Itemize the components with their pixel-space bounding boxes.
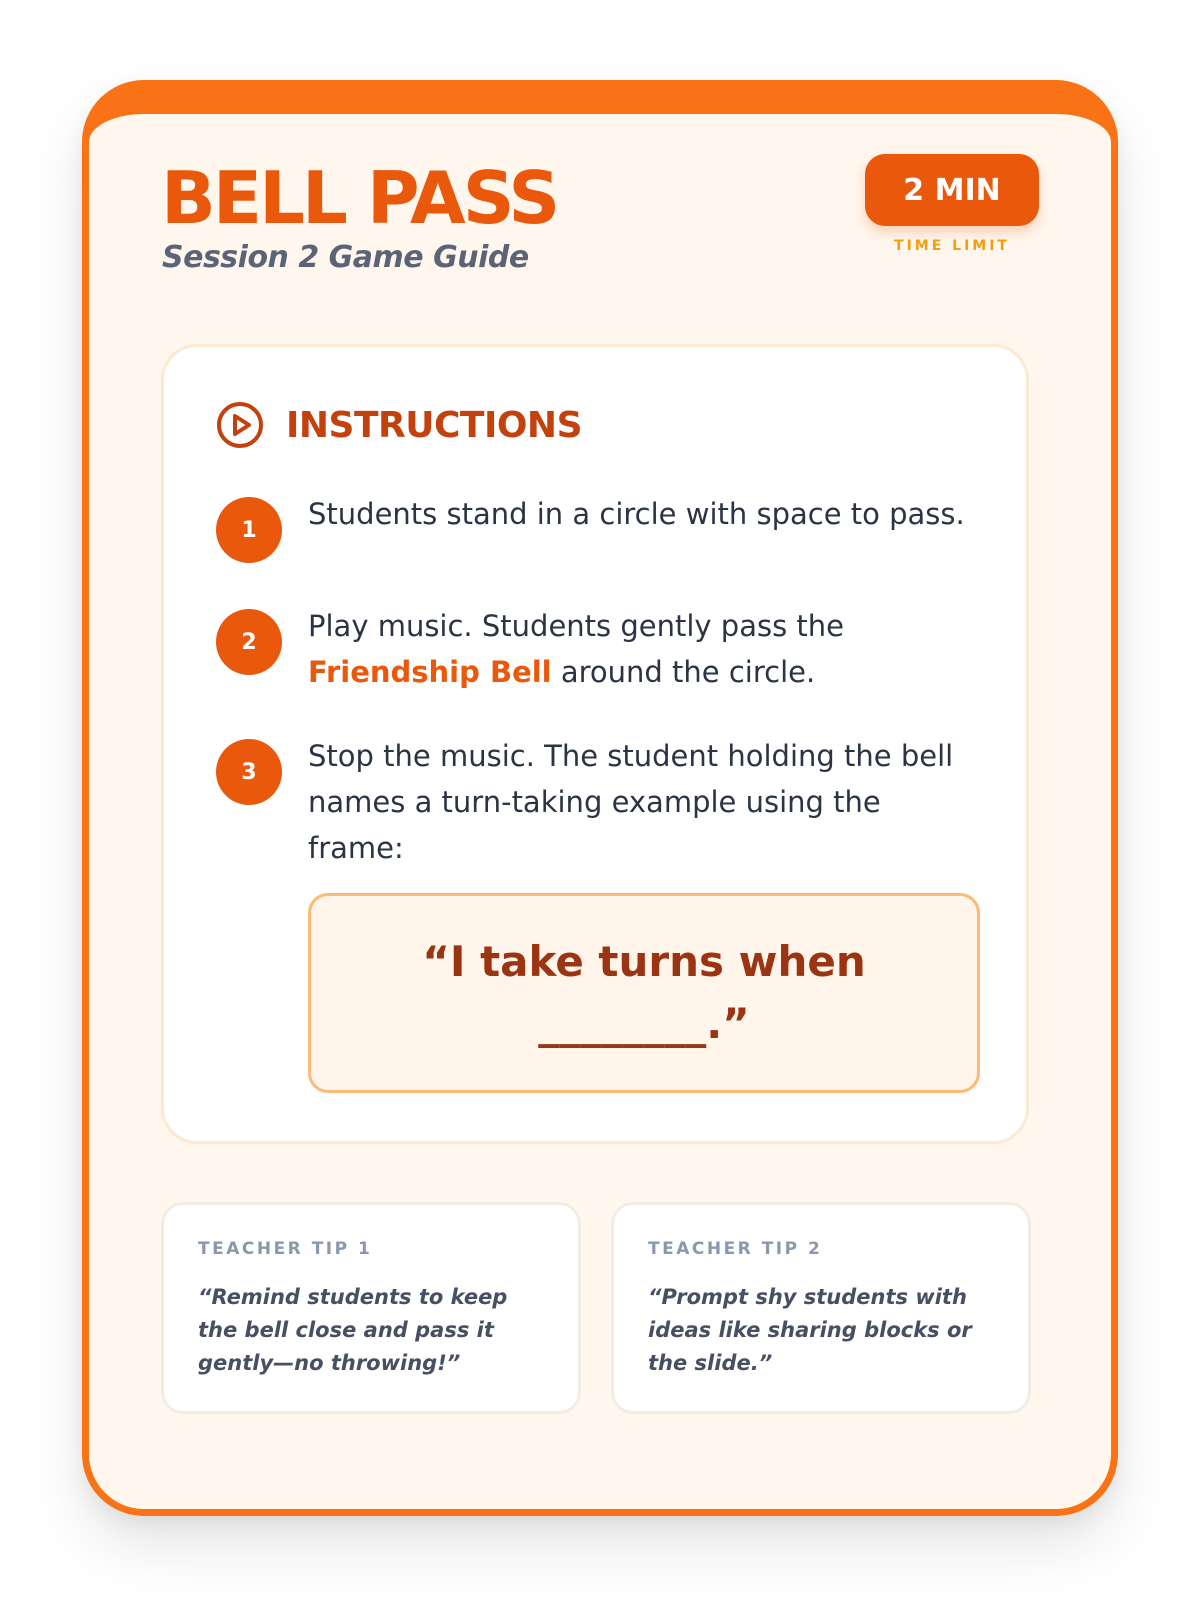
teacher-tip-label: TEACHER TIP 2: [648, 1239, 823, 1259]
time-limit-badge: 2 MIN: [865, 154, 1039, 226]
instruction-step-3: [216, 739, 978, 871]
step-text: Stop the music. The student holding the bell names a turn-taking example using the frame:: [308, 739, 954, 865]
instruction-step-1: [216, 497, 978, 563]
time-limit-caption: TIME LIMIT: [894, 238, 1010, 254]
step-text: Students stand in a circle with space to pass.: [308, 497, 965, 531]
sentence-frame-text: “I take turns when ________.”: [422, 937, 866, 1048]
instruction-step-2: [216, 609, 978, 695]
step-number-badge: 3: [216, 739, 282, 805]
step-number-badge: 1: [216, 497, 282, 563]
instructions-panel: [161, 344, 1029, 1144]
game-guide-card: [82, 80, 1118, 1516]
teacher-tip-label: TEACHER TIP 1: [198, 1239, 373, 1259]
teacher-tip-text: “Remind students to keep the bell close and pass it gently—no throwing!”: [198, 1285, 508, 1375]
teacher-tip-2-card: [611, 1202, 1031, 1414]
friendship-bell-highlight: Friendship Bell: [308, 655, 552, 689]
teacher-tip-1-card: [161, 1202, 581, 1414]
step-text: [308, 603, 978, 695]
sentence-frame-box: [308, 893, 980, 1093]
instructions-header: [216, 401, 582, 449]
teacher-tip-text: “Prompt shy students with ideas like sharing blocks or the slide.”: [648, 1285, 972, 1375]
instructions-title: INSTRUCTIONS: [286, 404, 582, 446]
play-circle-icon: [216, 401, 264, 449]
page-subtitle: Session 2 Game Guide: [162, 240, 529, 275]
step-text-part: Play music. Students gently pass the: [308, 609, 845, 643]
step-text-part: around the circle.: [551, 655, 816, 689]
step-number-badge: 2: [216, 609, 282, 675]
page-title: BELL PASS: [161, 156, 558, 240]
